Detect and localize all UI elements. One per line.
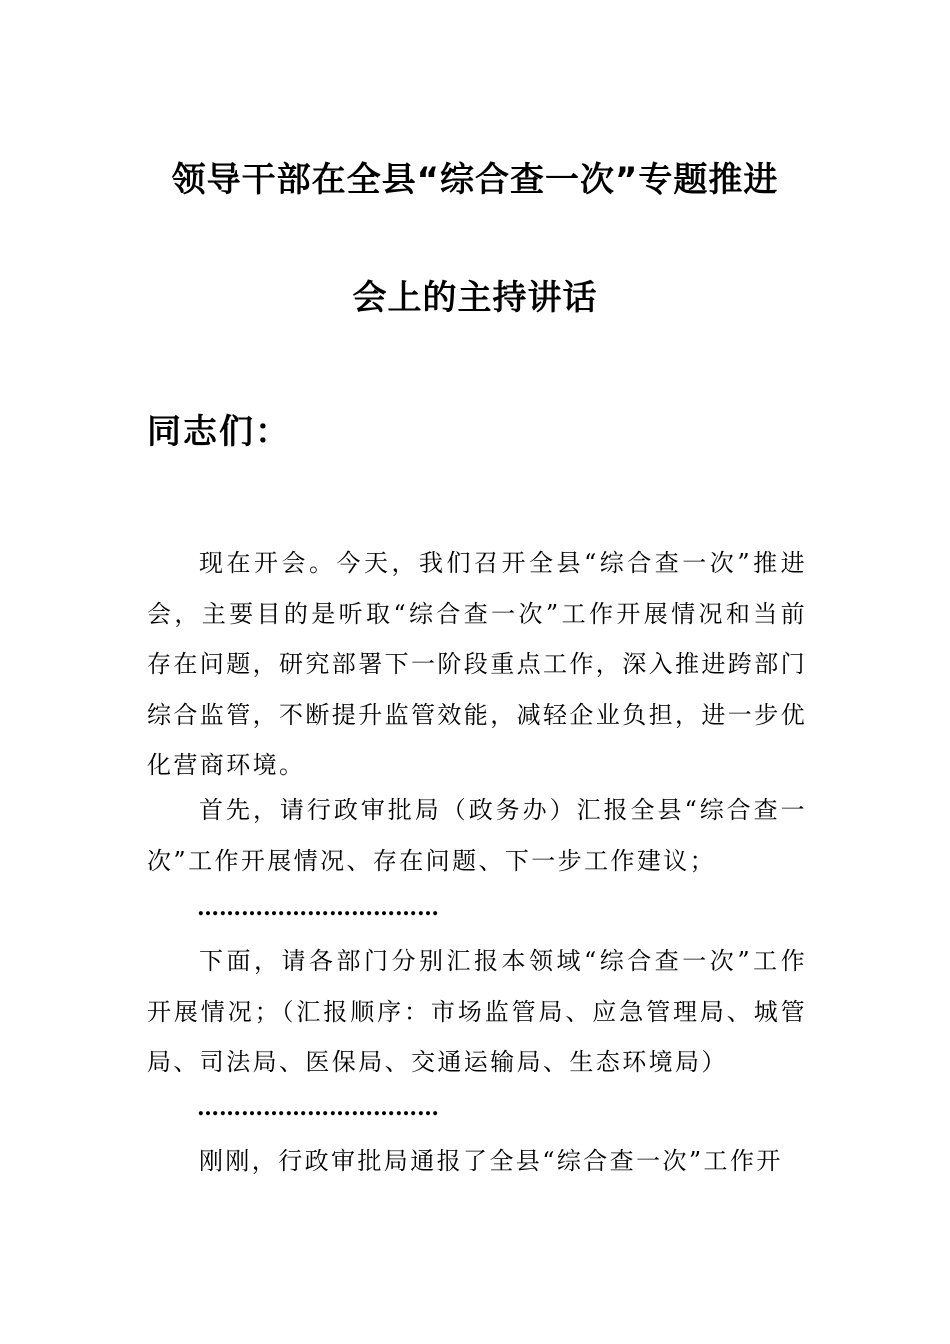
paragraph-summary-start: 刚刚，行政审批局通报了全县“综合查一次”工作开 <box>199 1147 783 1175</box>
ellipsis-separator: …………………………… <box>197 895 439 921</box>
paragraph-first-report: 首先，请行政审批局（政务办）汇报全县“综合查一次”工作开展情况、存在问题、下一步工作建议； <box>147 796 807 875</box>
document-title-line-2: 会上的主持讲话 <box>352 278 598 318</box>
ellipsis-separator: …………………………… <box>197 1095 439 1121</box>
paragraph-department-reports: 下面，请各部门分别汇报本领域“综合查一次”工作开展情况；（汇报顺序：市场监管局、应急管理局、城管局、司法局、医保局、交通运输局、生态环境局） <box>147 947 807 1076</box>
salutation: 同志们： <box>147 412 291 452</box>
paragraph-opening: 现在开会。今天，我们召开全县“综合查一次”推进会，主要目的是听取“综合查一次”工作开展情况和当前存在问题，研究部署下一阶段重点工作，深入推进跨部门综合监管，不断提升监管效能，减轻企业负担，进一步优化营商环境。 <box>147 549 807 779</box>
document-title-line-1: 领导干部在全县“综合查一次”专题推进 <box>171 160 779 200</box>
